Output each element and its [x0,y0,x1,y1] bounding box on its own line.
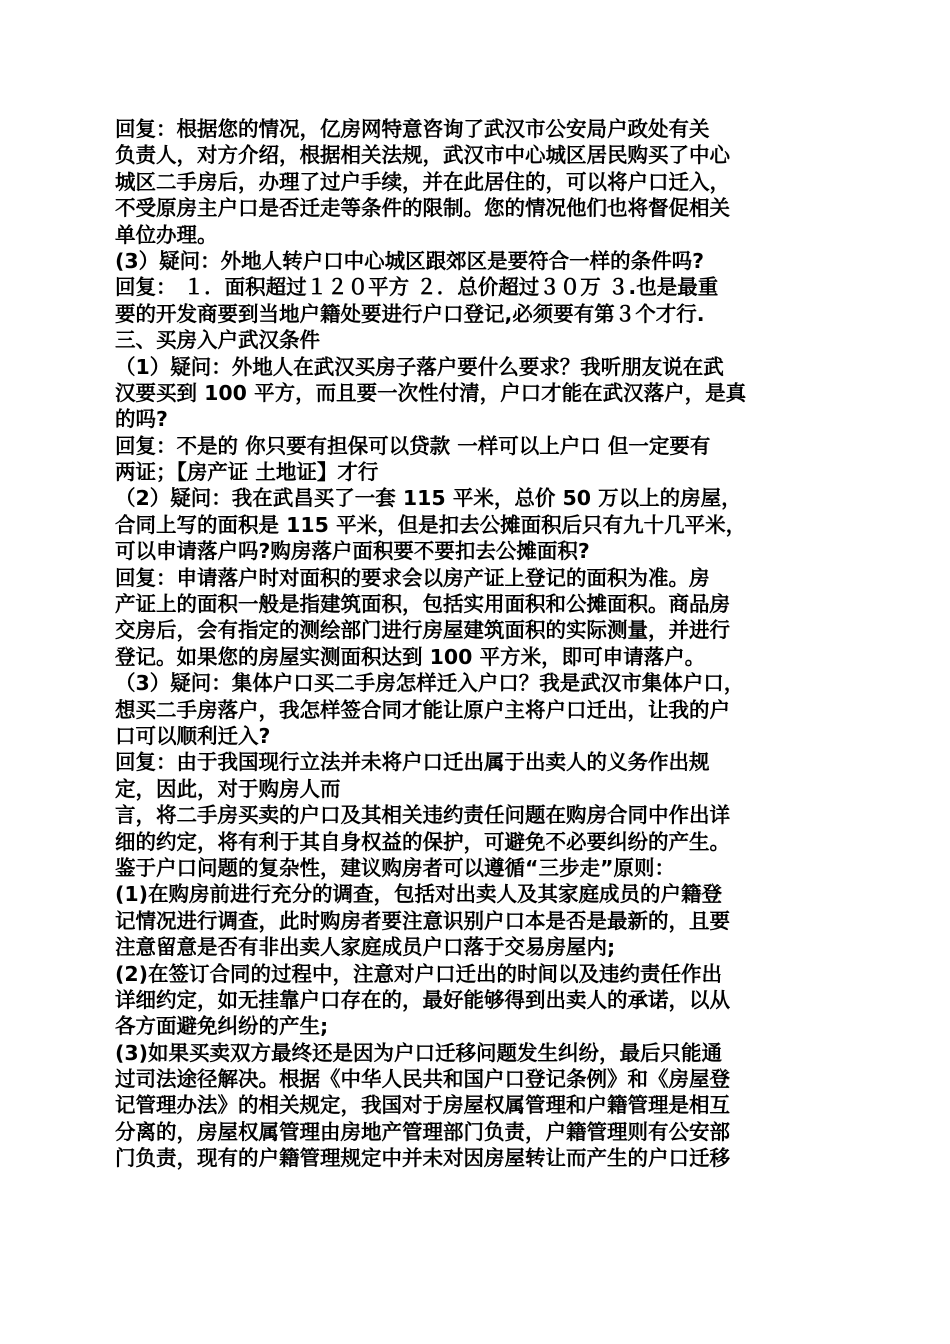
text-line: 汉要买到 100 平方，而且要一次性付清，户口才能在武汉落户，是真 [115,380,747,405]
text-line: (1)在购房前进行充分的调查，包括对出卖人及其家庭成员的户籍登 [115,882,723,907]
text-line: 鉴于户口问题的复杂性，建议购房者可以遵循“三步走”原则： [115,855,675,880]
text-line: 过司法途径解决。根据《中华人民共和国户口登记条例》和《房屋登 [115,1067,730,1092]
text-line: 回复： １．面积超过１２０平方 ２．总价超过３０万 ３.也是最重 [115,275,719,300]
text-line: 负责人，对方介绍，根据相关法规，武汉市中心城区居民购买了中心 [115,143,730,168]
document-body [115,116,840,1172]
text-line: 注意留意是否有非出卖人家庭成员户口落于交易房屋内; [115,935,616,960]
text-line: 记管理办法》的相关规定，我国对于房屋权属管理和户籍管理是相互 [115,1093,730,1118]
text-line: 门负责，现有的户籍管理规定中并未对因房屋转让而产生的户口迁移 [115,1146,730,1171]
text-line: (3）疑问：外地人转户口中心城区跟郊区是要符合一样的条件吗? [115,248,705,273]
text-line: 要的开发商要到当地户籍处要进行户口登记,必须要有第３个才行. [115,301,705,326]
text-line: 单位办理。 [115,222,218,247]
text-line: （2）疑问：我在武昌买了一套 115 平米，总价 50 万以上的房屋， [115,486,742,511]
text-line: 两证；【房产证 土地证】才行 [115,460,379,485]
text-line: 分离的，房屋权属管理由房地产管理部门负责，户籍管理则有公安部 [115,1119,730,1144]
section-heading: 三、买房入户武汉条件 [115,328,320,353]
text-line: 城区二手房后，办理了过户手续，并在此居住的，可以将户口迁入， [115,169,730,194]
text-line: 交房后，会有指定的测绘部门进行房屋建筑面积的实际测量，并进行 [115,618,730,643]
text-line: 详细约定，如无挂靠户口存在的，最好能够得到出卖人的承诺，以从 [115,987,730,1012]
text-line: 记情况进行调查，此时购房者要注意识别户口本是否是最新的，且要 [115,908,730,933]
text-line: 细的约定，将有利于其自身权益的保护，可避免不必要纠纷的产生。 [115,829,730,854]
text-line: 回复：由于我国现行立法并未将户口迁出属于出卖人的义务作出规 [115,750,710,775]
text-line: (3)如果买卖双方最终还是因为户口迁移问题发生纠纷，最后只能通 [115,1040,723,1065]
text-line: 回复：根据您的情况，亿房网特意咨询了武汉市公安局户政处有关 [115,117,710,141]
text-line: 的吗? [115,407,168,432]
text-line: 可以申请落户吗?购房落户面积要不要扣去公摊面积? [115,539,590,564]
text-line: 登记。如果您的房屋实测面积达到 100 平方米，即可申请落户。 [115,644,706,669]
text-line: 言，将二手房买卖的户口及其相关违约责任问题在购房合同中作出详 [115,803,730,828]
text-line: 不受原房主户口是否迁走等条件的限制。您的情况他们也将督促相关 [115,196,730,221]
text-line: 想买二手房落户，我怎样签合同才能让原户主将户口迁出，让我的户 [115,697,730,722]
text-line: 口可以顺利迁入? [115,723,271,748]
text-line: 各方面避免纠纷的产生; [115,1014,329,1039]
text-line: (2)在签订合同的过程中，注意对户口迁出的时间以及违约责任作出 [115,961,723,986]
text-line: 合同上写的面积是 115 平米，但是扣去公摊面积后只有九十几平米， [115,512,747,537]
text-line: 产证上的面积一般是指建筑面积，包括实用面积和公摊面积。商品房 [115,592,730,617]
text-line: （3）疑问：集体户口买二手房怎样迁入户口？我是武汉市集体户口， [115,671,745,696]
text-line: 回复：申请落户时对面积的要求会以房产证上登记的面积为准。房 [115,565,710,590]
text-line: （1）疑问：外地人在武汉买房子落户要什么要求？我听朋友说在武 [115,354,724,379]
text-line: 定，因此，对于购房人而 [115,776,341,801]
text-line: 回复：不是的 你只要有担保可以贷款 一样可以上户口 但一定要有 [115,433,711,458]
